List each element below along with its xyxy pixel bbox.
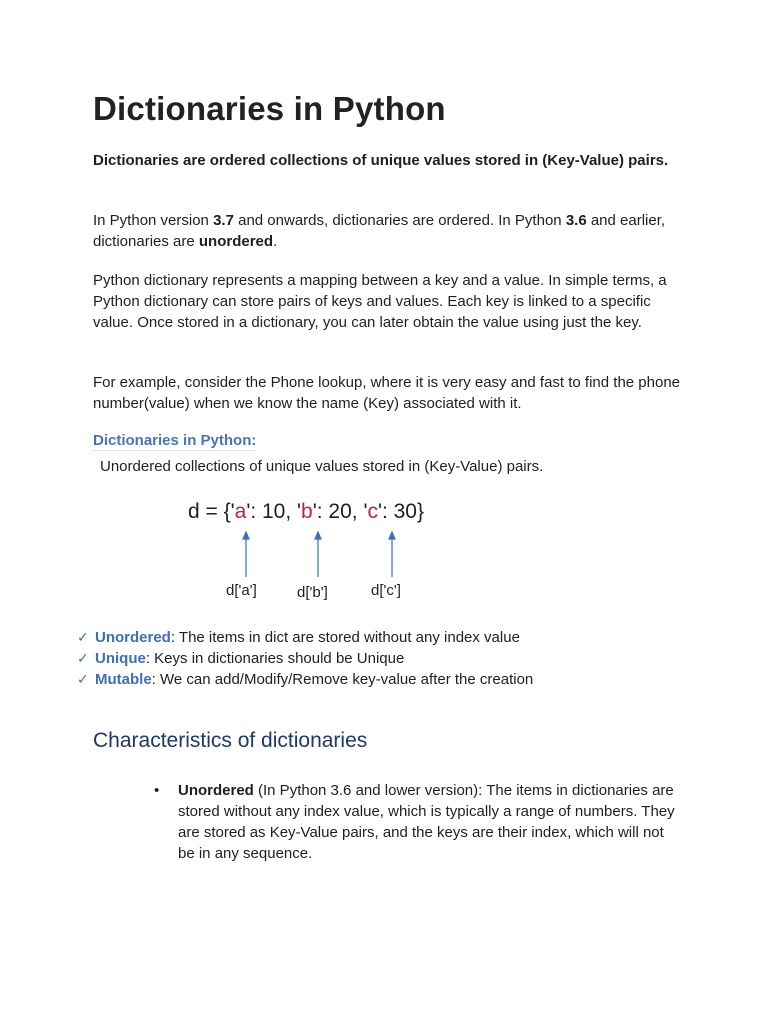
- bullet-icon: •: [154, 782, 160, 799]
- code-mid-2: ': 20, ': [312, 500, 368, 523]
- check-term: Mutable: [95, 671, 152, 688]
- version-bold-37: 3.7: [213, 212, 234, 229]
- bullet-term: Unordered: [178, 782, 254, 799]
- check-item-unordered: [77, 629, 637, 650]
- mapping-paragraph: Python dictionary represents a mapping between a key and a value. In simple terms, a Python dictionary can store pairs of keys and values. Each key is linked to a specific value. Once stored in a dictionary, you can later obtain the value using just the key.: [93, 272, 667, 331]
- check-text: : The items in dict are stored without any index value: [170, 629, 520, 646]
- code-example: [188, 500, 424, 524]
- figure-title: Dictionaries in Python:: [93, 432, 257, 449]
- version-text-3: and earlier, dictionaries are: [93, 212, 666, 250]
- example-paragraph: For example, consider the Phone lookup, where it is very easy and fast to find the phone number(value) when we know the name (Key) associated with it.: [93, 374, 681, 412]
- code-mid-1: ': 10, ': [246, 500, 302, 523]
- arrowhead-a-icon: [243, 532, 249, 539]
- version-text-4: .: [273, 233, 278, 250]
- version-text-2: and onwards, dictionaries are ordered. In Python: [233, 212, 566, 229]
- list-item: [154, 780, 678, 864]
- page-title: Dictionaries in Python: [93, 90, 446, 127]
- section-heading: Characteristics of dictionaries: [93, 729, 368, 752]
- index-arrows: [93, 525, 633, 585]
- index-label-b: d['b']: [297, 584, 328, 601]
- code-key-a: a: [234, 500, 247, 523]
- checkmark-icon: ✓: [77, 629, 89, 645]
- checkmark-icon: ✓: [77, 671, 89, 687]
- version-text-1: In Python version: [93, 212, 214, 229]
- check-term: Unique: [95, 650, 146, 667]
- index-label-c: d['c']: [371, 582, 401, 599]
- check-text: : Keys in dictionaries should be Unique: [145, 650, 405, 667]
- dictionary-figure: [77, 430, 633, 700]
- arrowhead-c-icon: [389, 532, 395, 539]
- checkmark-icon: ✓: [77, 650, 89, 666]
- check-term: Unordered: [95, 629, 171, 646]
- code-key-b: b: [301, 500, 313, 523]
- check-item-unique: [77, 650, 637, 671]
- arrowhead-b-icon: [315, 532, 321, 539]
- check-item-mutable: [77, 671, 637, 692]
- code-prefix: d = {': [188, 500, 235, 523]
- characteristics-list: [154, 780, 678, 864]
- version-paragraph: [93, 210, 683, 252]
- version-bold-unordered: unordered: [198, 233, 274, 250]
- figure-subtitle: Unordered collections of unique values stored in (Key-Value) pairs.: [100, 458, 544, 475]
- index-label-a: d['a']: [226, 582, 257, 599]
- lead-paragraph: Dictionaries are ordered collections of unique values stored in (Key-Value) pairs.: [93, 152, 669, 169]
- bullet-text: (In Python 3.6 and lower version): The items in dictionaries are stored without any index value, which is typically a range of numbers. They are stored as Key-Value pairs, and the keys are their index, which will not be in any sequence.: [178, 782, 675, 862]
- check-text: : We can add/Modify/Remove key-value after the creation: [151, 671, 534, 688]
- code-key-c: c: [367, 500, 378, 523]
- check-list: [77, 629, 637, 692]
- code-suffix: ': 30}: [377, 500, 425, 523]
- version-bold-36: 3.6: [565, 212, 587, 229]
